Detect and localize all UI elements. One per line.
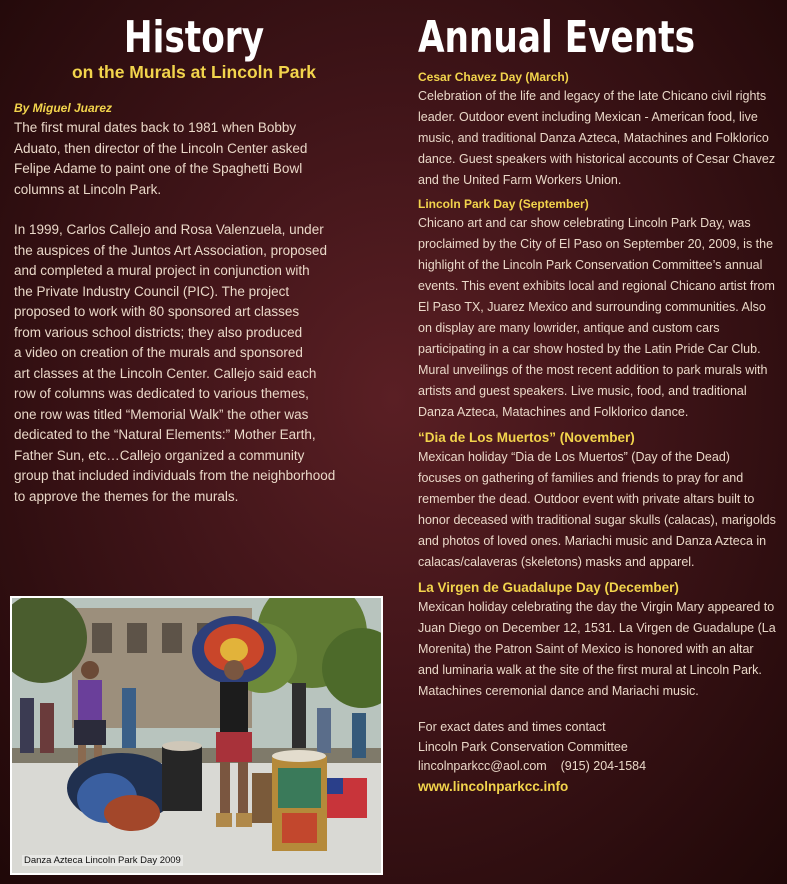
- contact-email-phone: lincolnparkcc@aol.com (915) 204-1584: [418, 759, 647, 773]
- contact-intro: For exact dates and times contact: [418, 720, 606, 734]
- event-description: Celebration of the life and legacy of the late Chicano civil rights leader. Outdoor event including Mexican - American food, live music, and traditional Danza Azteca, Matachines and Folklorico dance. Guest speakers with historical accounts of Cesar Chavez and the United Farm Workers Union.: [418, 89, 776, 187]
- event-description: Chicano art and car show celebrating Lincoln Park Day, was proclaimed by the City of El Paso on September 20, 2009, is the highlight of the Lincoln Park Conservation Committee’s annual events. This event exhibits local and regional Chicano artist from El Paso TX, Juarez Mexico and surrounding communities. Also on display are many lowrider, antique and custom cars participating in a car show hosted by the Latin Pride Car Club. Mural unveilings of the most recent addition to park murals with artists and guest speakers. Live music, food, and traditional Danza Azteca, Matachines and Folklorico dance.: [418, 216, 775, 419]
- author-byline: By Miguel Juarez: [14, 101, 113, 115]
- photo-caption: Danza Azteca Lincoln Park Day 2009: [24, 855, 181, 866]
- website-link[interactable]: www.lincolnparkcc.info: [418, 778, 569, 794]
- photo-illustration: [12, 598, 381, 873]
- event-dia-de-los-muertos: [418, 428, 776, 573]
- history-paragraph-1: The first mural dates back to 1981 when Bobby Aduato, then director of the Lincoln Center asked Felipe Adame to paint one of the Spaghetti Bowl columns at Lincoln Park.: [14, 120, 308, 197]
- event-description: Mexican holiday “Dia de Los Muertos” (Day of the Dead) focuses on gathering of families and friends to pray for and remember the dead. Outdoor event with private altars built to honor deceased with traditional sugar skulls (calacas), marigolds and photos of loved ones. Mariachi music and Danza Azteca in calacas/calaveras (skeletons) masks and apparel.: [418, 450, 776, 569]
- event-title: “Dia de Los Muertos” (November): [418, 430, 635, 445]
- event-title: La Virgen de Guadalupe Day (December): [418, 580, 679, 595]
- event-cesar-chavez-day: [418, 69, 776, 191]
- history-paragraph-2: In 1999, Carlos Callejo and Rosa Valenzuela, under the auspices of the Juntos Art Association, proposed and completed a mural project in conjunction with the Private Industry Council (PIC). The project proposed to work with 80 sponsored art classes from various school districts; they also produced a video on creation of the murals and sponsored art classes at the Lincoln Center. Callejo said each row of columns was dedicated to various themes, one row was titled “Memorial Walk” the other was dedicated to the “Natural Elements:” Mother Earth, Father Sun, etc…Callejo organized a community group that included individuals from the neighborhood to approve the themes for the murals.: [14, 222, 336, 504]
- event-title: Lincoln Park Day (September): [418, 197, 589, 211]
- event-lincoln-park-day: [418, 196, 776, 423]
- annual-events-title: Annual Events: [418, 12, 696, 63]
- event-virgen-de-guadalupe-day: [418, 578, 776, 702]
- contact-organization: Lincoln Park Conservation Committee: [418, 739, 628, 754]
- history-title: History: [123, 12, 265, 63]
- history-section: [14, 12, 374, 507]
- danza-azteca-photo: [10, 596, 383, 875]
- event-description: Mexican holiday celebrating the day the Virgin Mary appeared to Juan Diego on December 12, 1531. La Virgen de Guadalupe (La Morenita) the Patron Saint of Mexico is honored with an altar and luminaria walk at the site of the first mural at Lincoln Park. Matachines ceremonial dance and Mariachi music.: [418, 600, 776, 698]
- history-subtitle: on the Murals at Lincoln Park: [71, 62, 317, 82]
- contact-block: [418, 718, 776, 797]
- event-title: Cesar Chavez Day (March): [418, 70, 569, 84]
- annual-events-section: [418, 12, 776, 797]
